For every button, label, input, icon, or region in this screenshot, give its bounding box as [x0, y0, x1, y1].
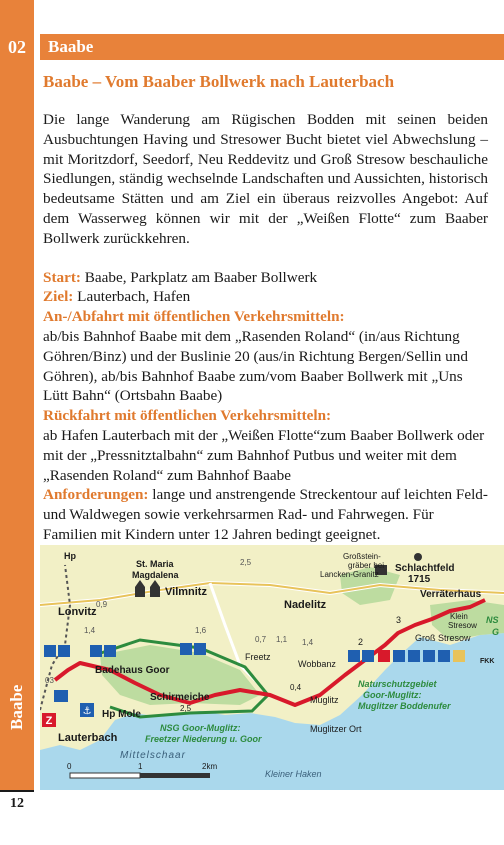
map-label-badehaus: Badehaus Goor	[95, 665, 170, 676]
map-label-klein: Klein	[450, 612, 468, 621]
map-label-hp: Hp	[64, 551, 76, 561]
map-label-muglitz: Muglitz	[310, 695, 339, 705]
map-label-schlachtfeld: Schlachtfeld	[395, 563, 455, 574]
route-title: Baabe – Vom Baaber Bollwerk nach Lauterbach	[43, 72, 395, 91]
chapter-number: 02	[8, 37, 26, 57]
map-route-marker: 0,4	[290, 683, 302, 692]
map-label-year: 1715	[408, 574, 431, 585]
map-elevation: 1,4	[302, 638, 314, 647]
map-elevation: 0,9	[96, 600, 108, 609]
page-number-rule	[0, 790, 34, 792]
map-label-klein-stresow: Stresow	[448, 621, 477, 630]
scale-label-1: 1	[138, 762, 143, 771]
map-elevation: 1,1	[276, 635, 288, 644]
map-label-nsg-goor-2: Freetzer Niederung u. Goor	[145, 734, 262, 744]
requirements-text: lange und anstrengende Streckentour auf leichten Feld- und Waldwegen sowie verkehrsarmen Rad- und Fahrwegen. Für Familien mit Kindern unter 12 Jahren bedingt geeignet.	[43, 486, 488, 543]
map-label-grosstein-1: Großstein-	[343, 552, 381, 561]
map-label-mittelschaar: Mittelschaar	[120, 750, 186, 761]
anchor-icon	[80, 703, 94, 717]
side-tab-strip	[0, 0, 34, 790]
start-label: Start:	[43, 268, 81, 286]
map-route-marker: 2,5	[180, 704, 192, 713]
map-elevation: 1,6	[195, 626, 207, 635]
map-label-nat-2: Goor-Muglitz:	[363, 690, 422, 700]
scale-bar	[70, 773, 210, 778]
map-label-nat-3: Muglitzer Boddenufer	[358, 701, 451, 711]
map-label-hp-mole: Hp Mole	[102, 709, 141, 720]
arrival-label: An-/Abfahrt mit öffentlichen Verkehrsmitteln:	[43, 308, 345, 326]
map-label-nadelitz: Nadelitz	[284, 599, 327, 611]
start-text: Baabe, Parkplatz am Baaber Bollwerk	[80, 268, 318, 286]
map-route-marker: 3	[396, 615, 402, 625]
ziel-line	[43, 287, 488, 307]
scale-label-0: 0	[67, 762, 72, 771]
map-label-wobbanz: Wobbanz	[298, 659, 336, 669]
arrival-text: ab/bis Bahnhof Baabe mit dem „Rasenden Roland“ (in/aus Richtung Göhren/Binz) und der Buslinie 20 (aus/in Richtung Bergen/Sellin und Göhren), ab/bis Bahnhof Baabe zum/vom Baaber Bollwerk mit „Uns Lütt Bahn“ (Ortsbahn Baabe)	[43, 327, 468, 405]
start-line	[43, 268, 488, 288]
map-label-verraeterhaus: Verräterhaus	[420, 589, 482, 600]
map-label-grosstein-2: gräber bei	[348, 561, 385, 570]
map-label-nsg-goor-1: NSG Goor-Muglitz:	[160, 723, 241, 733]
requirements-line	[43, 485, 488, 544]
map-label-st-maria: St. Maria	[136, 559, 174, 569]
map-label-nat-1: Naturschutzgebiet	[358, 679, 437, 689]
map-label-vilmnitz: Vilmnitz	[165, 586, 207, 598]
route-map	[40, 545, 504, 790]
return-text: ab Hafen Lauterbach mit der „Weißen Flotte“zum Baaber Bollwerk oder mit der „Pressnitztalbahn“ zum Bahnhof Putbus und weiter mit dem „Rasenden Roland“ zum Bahnhof Baabe	[43, 426, 485, 484]
chapter-header-bar	[40, 34, 504, 60]
map-label-nsg-right: NS	[486, 615, 499, 625]
side-chapter-label: Baabe	[7, 684, 26, 730]
main-content	[43, 72, 488, 545]
requirements-label: Anforderungen:	[43, 486, 149, 504]
map-label-lauterbach: Lauterbach	[58, 732, 118, 744]
sun-icon	[414, 553, 422, 561]
map-elevation: 0,7	[255, 635, 267, 644]
map-end-marker-label: Z	[45, 715, 53, 727]
ziel-label: Ziel:	[43, 288, 74, 306]
map-route-marker: 2	[358, 637, 364, 647]
map-label-schirmeiche: Schirmeiche	[150, 692, 210, 703]
map-label-muglitzer-ort: Muglitzer Ort	[310, 724, 362, 734]
ziel-text: Lauterbach, Hafen	[73, 288, 191, 306]
bus-icon	[54, 690, 68, 702]
map-elevation: 1,4	[84, 626, 96, 635]
map-label-lonvitz: Lonvitz	[58, 606, 97, 618]
scale-label-2km: 2km	[202, 762, 218, 771]
map-label-kleiner-haken: Kleiner Haken	[265, 769, 322, 779]
map-label-freetz: Freetz	[245, 652, 271, 662]
intro-paragraph: Die lange Wanderung am Rügischen Bodden mit seinen beiden Ausbuchtungen Having und Stresower Bucht bietet viel Abwechslung – mit Moritzdorf, Seedorf, Neu Reddevitz und Groß Stresow beschauliche Siedlungen, ständig wechselnde Landschaften und Aussichten, historisch bedeutsame Stätten und am Ziel ein überaus reizvolles Angebot: Auf dem Wasserweg können wir mit der „Weißen Flotte“ zum Baaber Bollwerk zurückkehren.	[43, 111, 488, 247]
return-label: Rückfahrt mit öffentlichen Verkehrsmitteln:	[43, 407, 332, 425]
map-label-fkk: FKK	[480, 658, 495, 665]
map-label-gross-stresow: Groß Stresow	[415, 633, 471, 643]
svg-text:⚓: ⚓	[82, 706, 92, 717]
map-label-magdalena: Magdalena	[132, 570, 179, 580]
map-label-nsg-right-g: G	[492, 627, 500, 637]
map-label-grosstein-3: Lancken-Granitz	[320, 570, 379, 579]
chapter-title: Baabe	[48, 37, 94, 56]
map-elevation: 2,5	[240, 558, 252, 567]
map-elevation: 03	[45, 676, 54, 685]
route-info	[43, 268, 488, 545]
page-number: 12	[10, 796, 24, 811]
